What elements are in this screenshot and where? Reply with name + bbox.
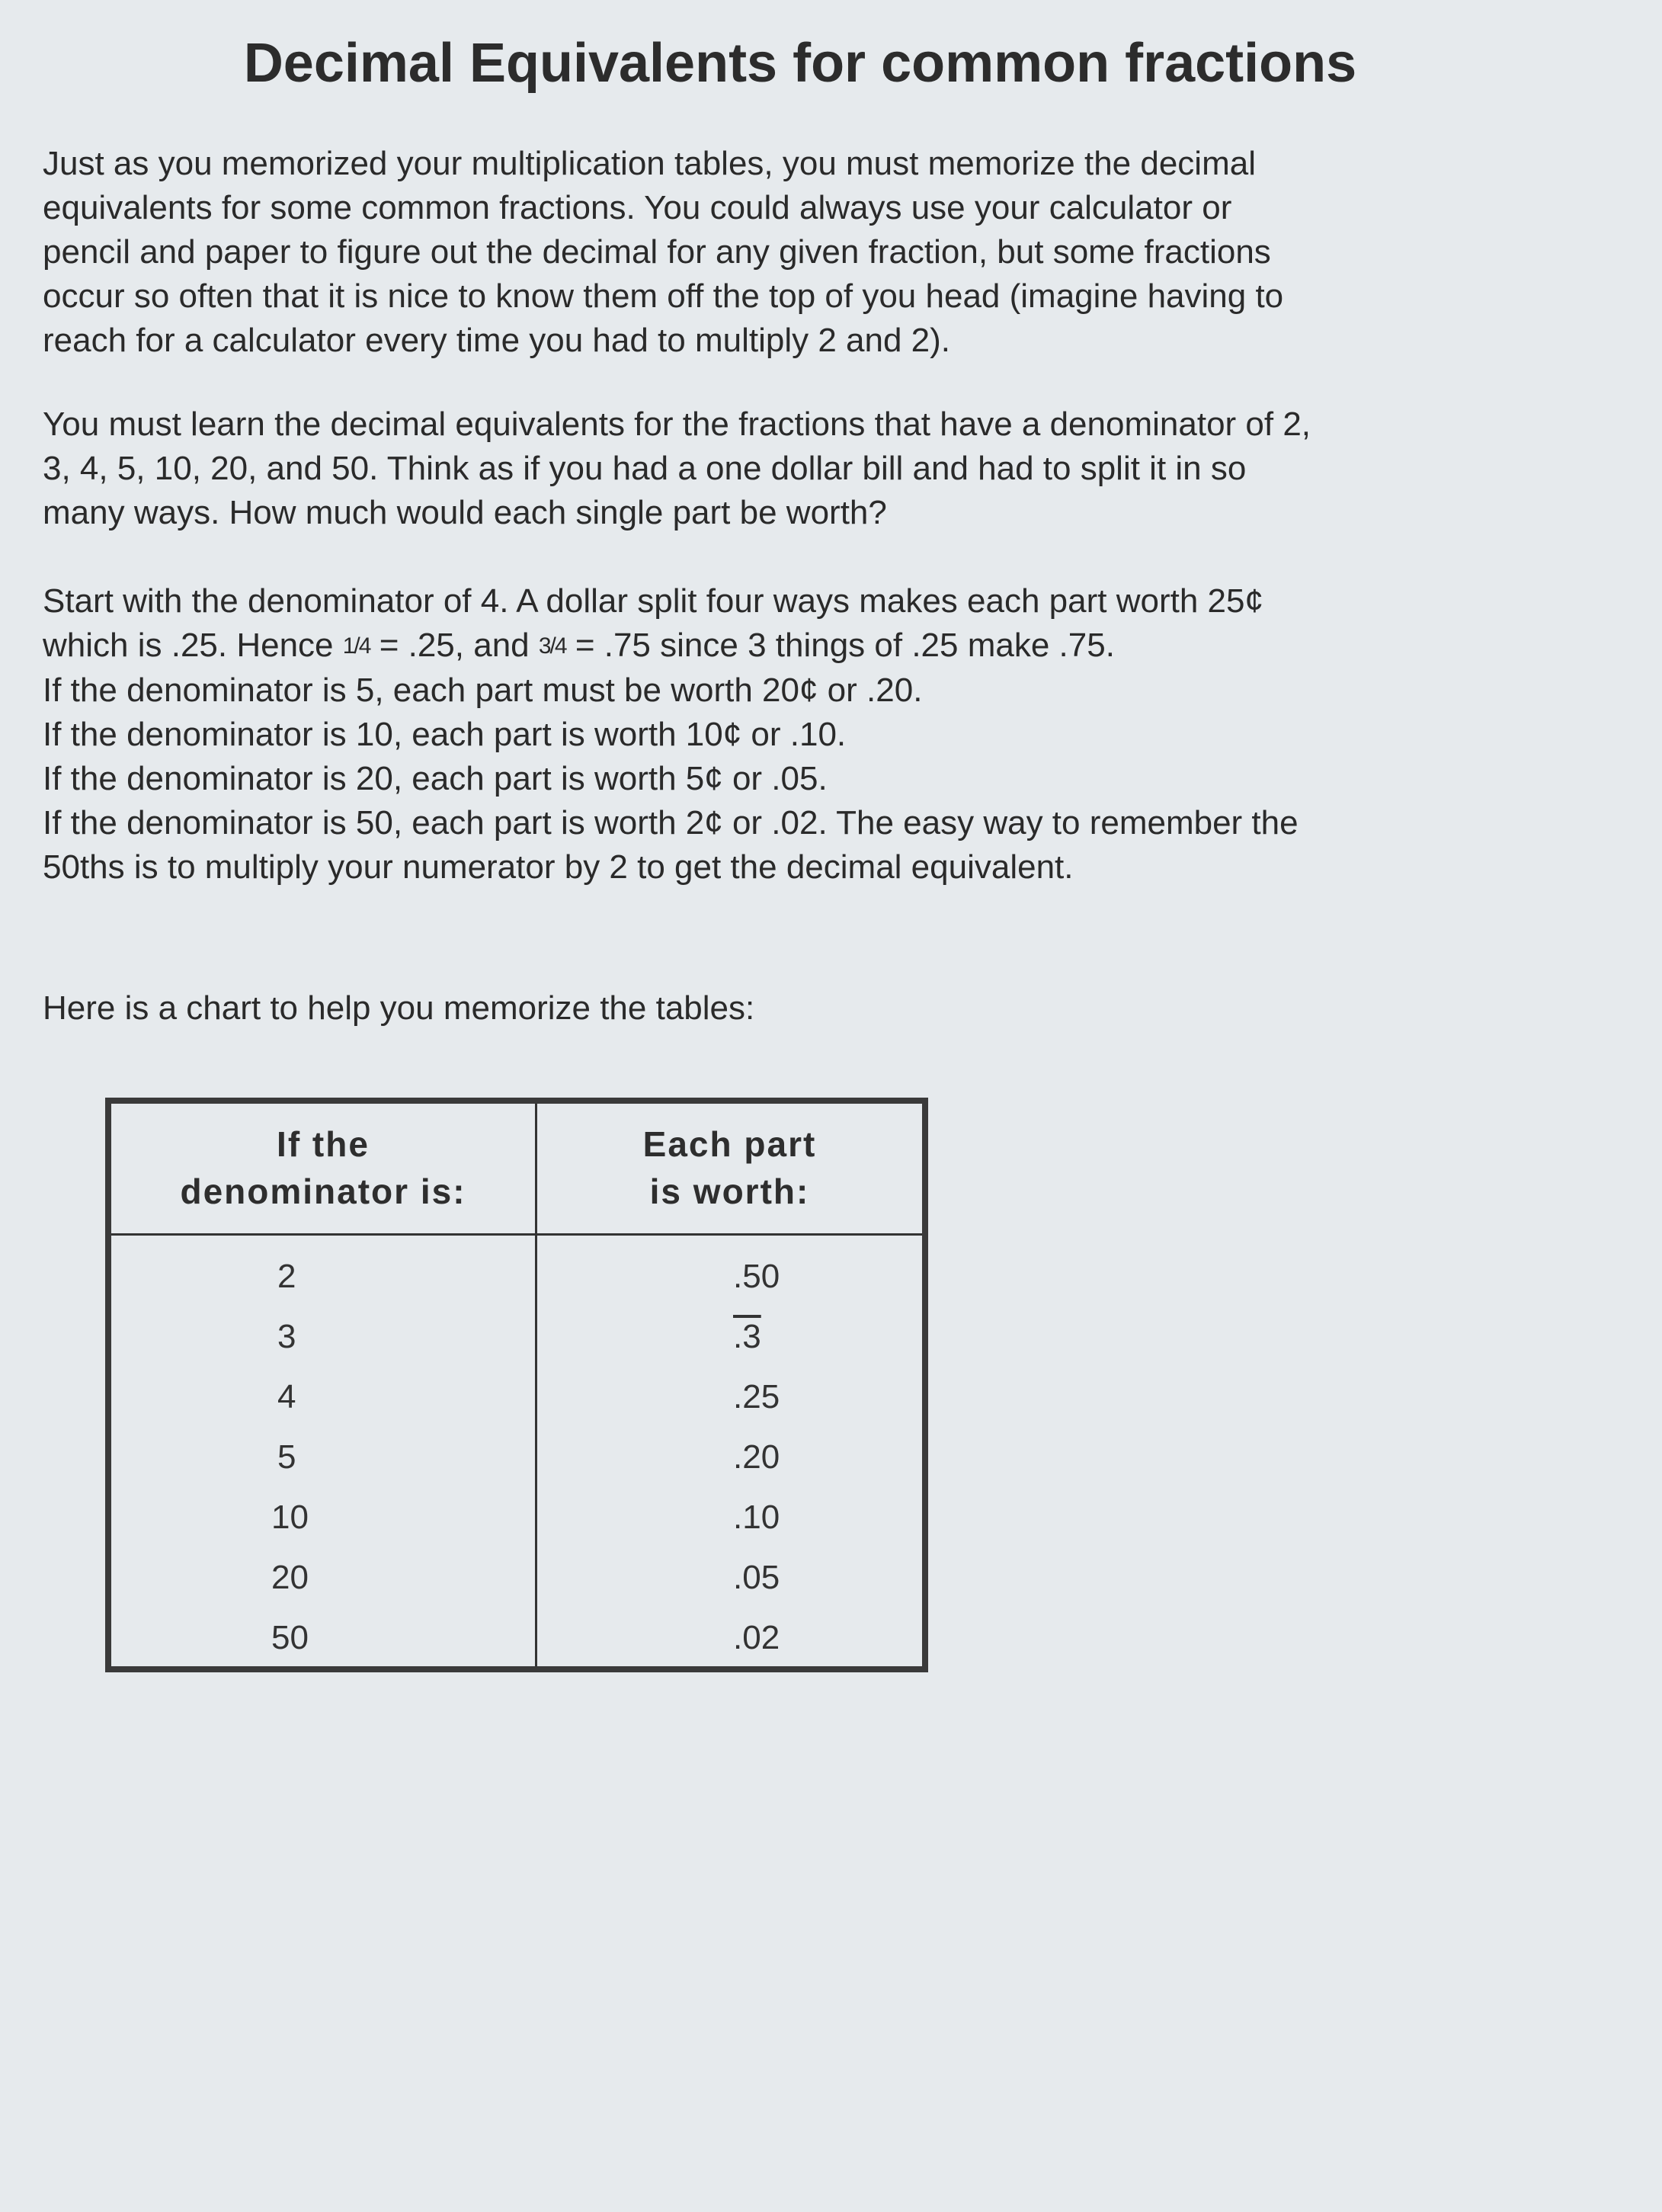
text-line: reach for a calculator every time you had to multiply 2 and 2).: [43, 322, 951, 359]
header-line: Each part: [642, 1124, 817, 1164]
text-segment: which is .25. Hence: [43, 627, 343, 664]
text-line: 3, 4, 5, 10, 20, and 50. Think as if you had a one dollar bill and had to split it in so: [43, 450, 1247, 487]
text-line: If the denominator is 50, each part is worth 2¢ or .02. The easy way to remember the: [43, 804, 1299, 842]
text-line: 50ths is to multiply your numerator by 2 to get the decimal equivalent.: [43, 848, 1074, 886]
text-line-fractions: [43, 624, 1582, 668]
text-line: You must learn the decimal equivalents for the fractions that have a denominator of 2,: [43, 406, 1311, 443]
denominators-paragraph: [43, 402, 1582, 535]
decimal-value-cell: .20: [733, 1438, 780, 1476]
text-line: pencil and paper to figure out the decimal for any given fraction, but some fractions: [43, 233, 1271, 271]
denominator-column-header: [111, 1120, 535, 1215]
intro-paragraph: [43, 142, 1582, 363]
page-title: Decimal Equivalents for common fractions: [243, 33, 1357, 94]
decimal-value-cell: .05: [733, 1559, 780, 1596]
decimal-value-cell: .50: [733, 1258, 780, 1295]
decimal-value-cell: .02: [733, 1619, 780, 1656]
decimal-value-cell: .25: [733, 1378, 780, 1415]
value-column-header: [537, 1120, 922, 1215]
text-line: Start with the denominator of 4. A dollar split four ways makes each part worth 25¢: [43, 582, 1263, 620]
header-divider: [111, 1233, 922, 1236]
text-line: If the denominator is 5, each part must be worth 20¢ or .20.: [43, 672, 923, 709]
text-line: occur so often that it is nice to know them off the top of you head (imagine having to: [43, 277, 1284, 315]
denominator-cell: 50: [271, 1619, 309, 1656]
denominator-cell: 2: [277, 1258, 296, 1295]
text-segment: = .25, and: [370, 627, 539, 664]
denominator-cell: 10: [271, 1499, 309, 1536]
denominator-cell: 3: [277, 1318, 296, 1355]
denominator-cell: 20: [271, 1559, 309, 1596]
denominator-cell: 5: [277, 1438, 296, 1476]
fraction-three-quarters: 3/4: [538, 633, 566, 659]
chart-intro: Here is a chart to help you memorize the tables:: [43, 989, 755, 1027]
fraction-one-quarter: 1/4: [342, 633, 370, 659]
text-line: If the denominator is 10, each part is worth 10¢ or .10.: [43, 716, 847, 753]
text-line: Just as you memorized your multiplication tables, you must memorize the decimal: [43, 145, 1256, 182]
text-line: many ways. How much would each single part be worth?: [43, 494, 887, 531]
text-line: If the denominator is 20, each part is worth 5¢ or .05.: [43, 760, 828, 797]
text-segment: = .75 since 3 things of .25 make .75.: [565, 627, 1115, 664]
decimal-table: [105, 1098, 928, 1672]
denominator-cell: 4: [277, 1378, 296, 1415]
header-line: denominator is:: [180, 1172, 466, 1211]
header-line: If the: [277, 1124, 370, 1164]
decimal-value-cell: .3: [733, 1318, 761, 1355]
explanation-paragraph: [43, 579, 1582, 890]
header-line: is worth:: [649, 1172, 810, 1211]
decimal-value-cell: .10: [733, 1499, 780, 1536]
text-line: equivalents for some common fractions. You could always use your calculator or: [43, 189, 1232, 226]
